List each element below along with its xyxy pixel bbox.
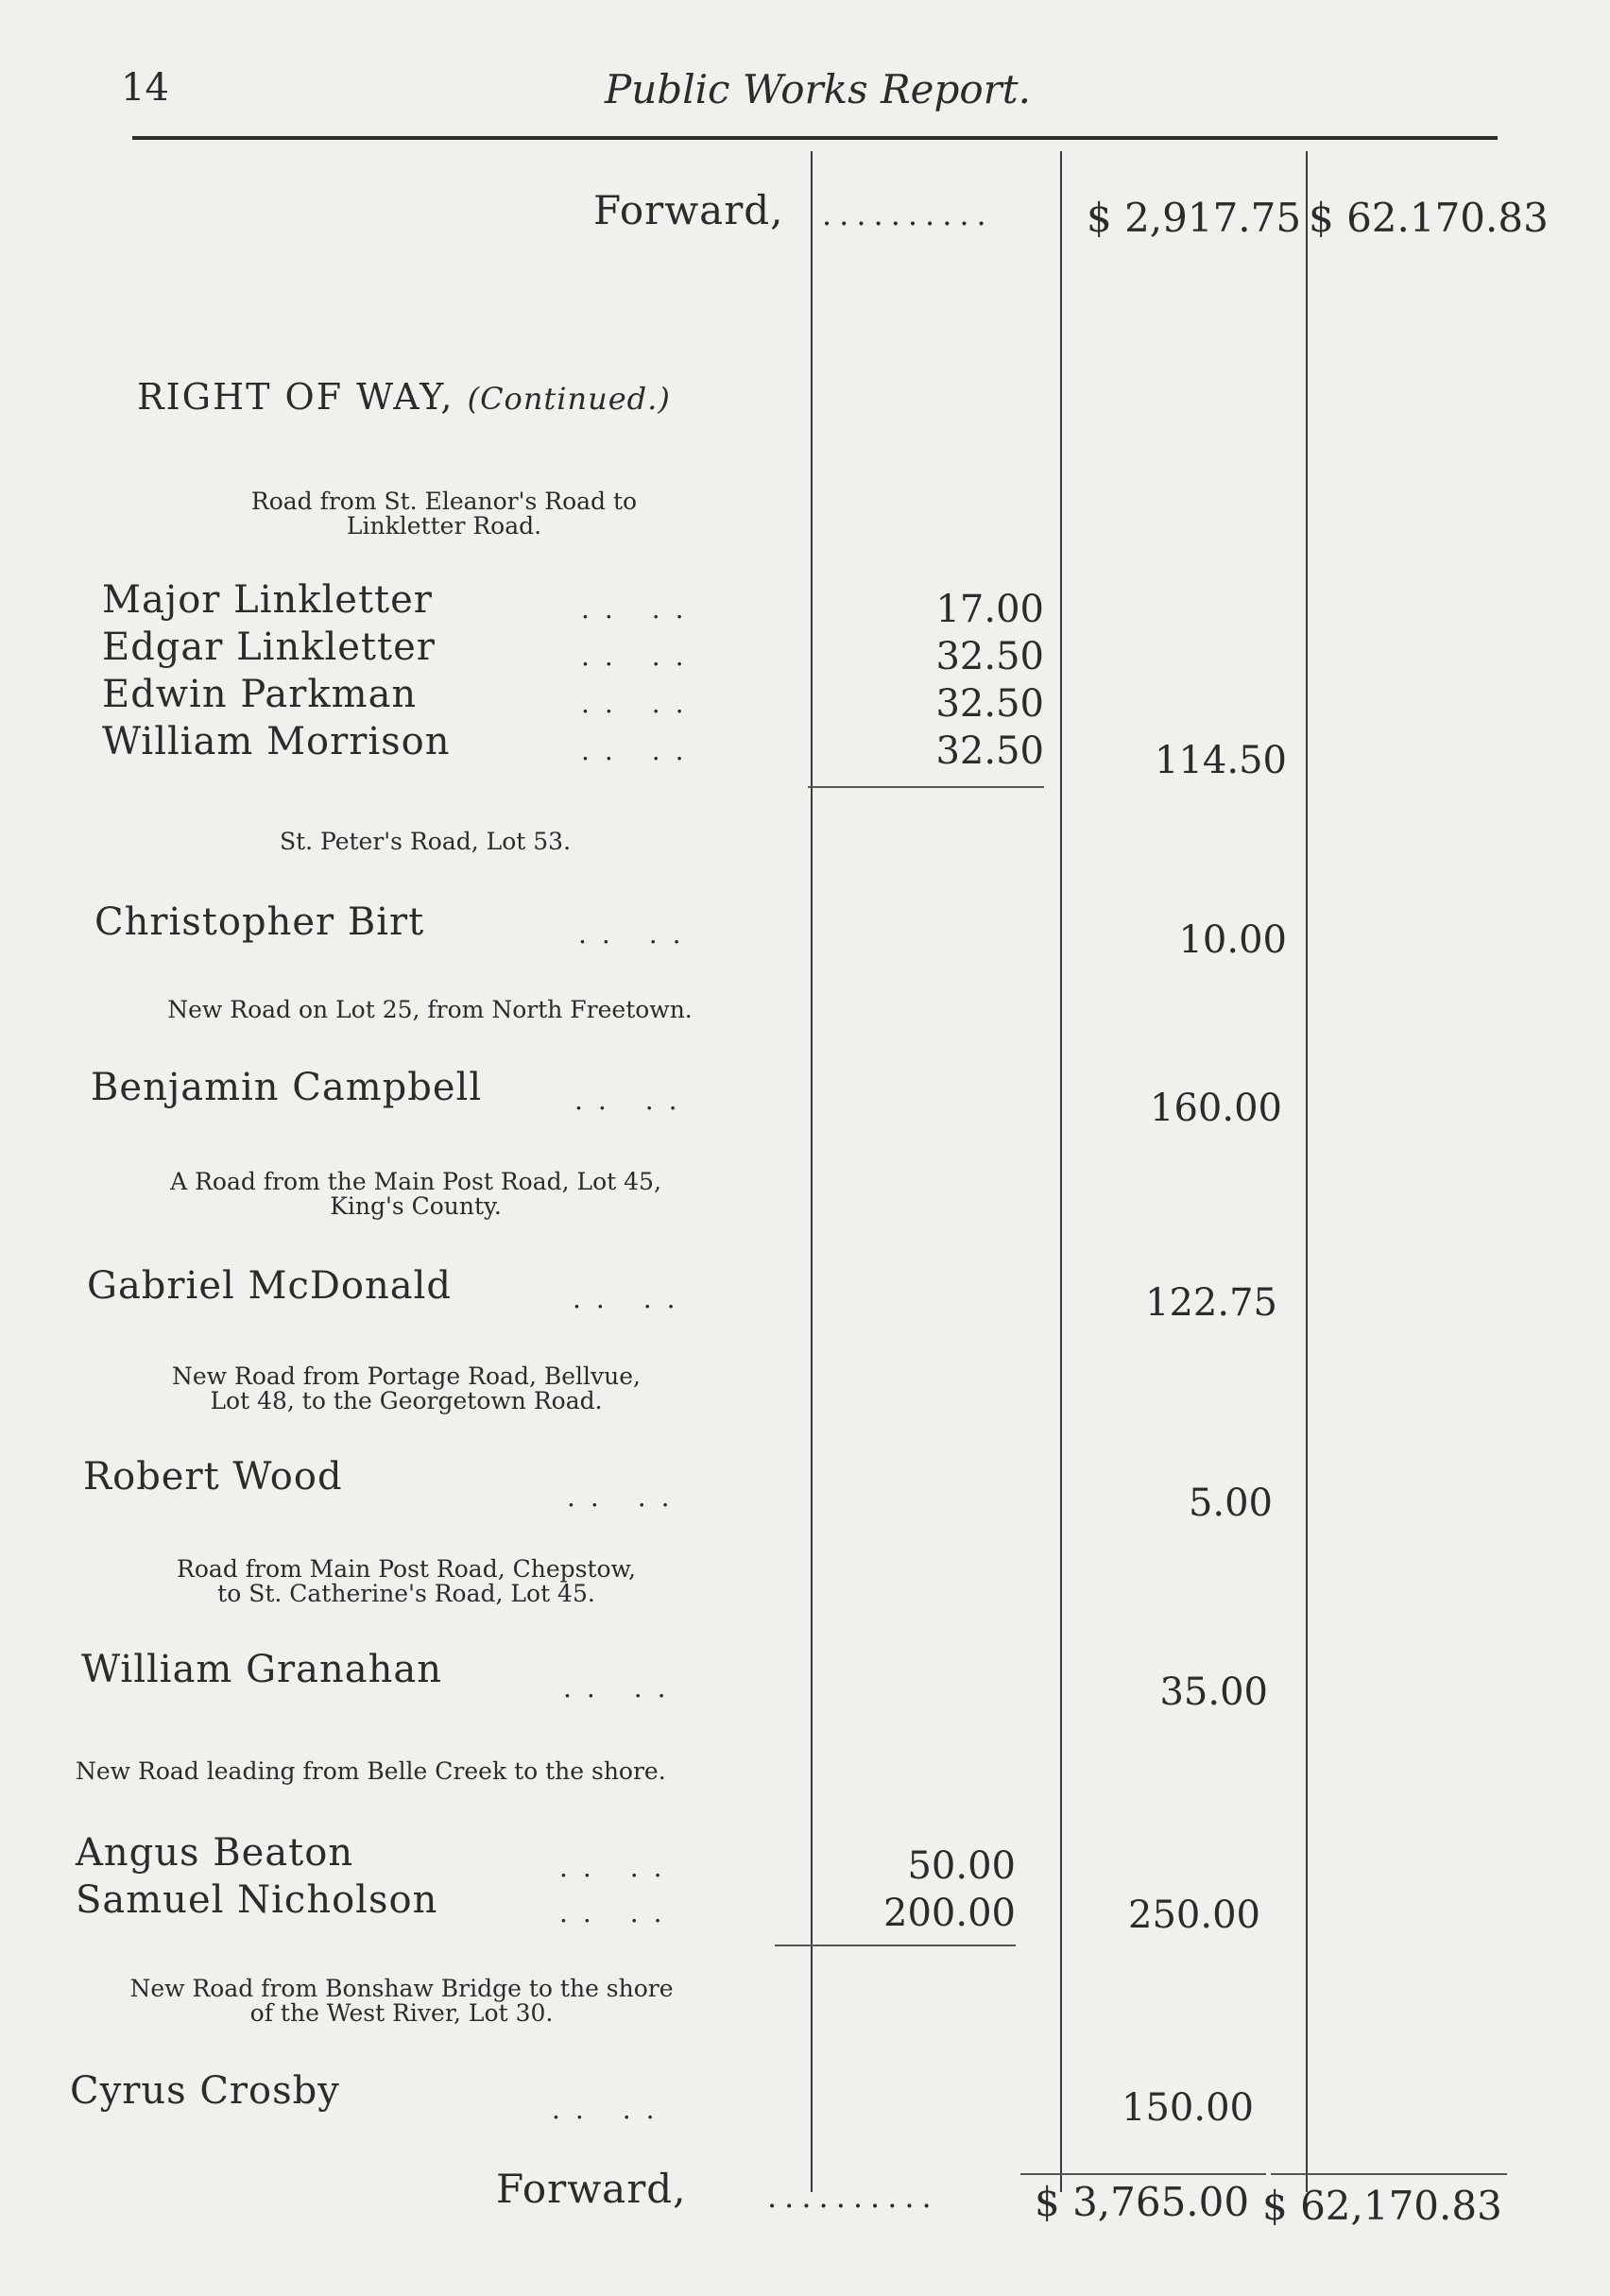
- entry-amount: 17.00: [935, 588, 1044, 631]
- forward-top-dots: ..........: [822, 197, 994, 232]
- road-description: New Road leading from Belle Creek to the shore.: [76, 1757, 666, 1785]
- entry-amount: 50.00: [907, 1844, 1016, 1888]
- group-total: 35.00: [1159, 1671, 1268, 1714]
- leader-dots: .. ..: [563, 1672, 681, 1704]
- road-description: Road from St. Eleanor's Road to Linkletter Road.: [250, 488, 638, 540]
- forward-top-label: Forward,: [593, 187, 784, 233]
- section-title: [137, 376, 671, 418]
- leader-dots: .. ..: [574, 1085, 693, 1116]
- leader-dots: .. ..: [581, 735, 699, 766]
- leader-dots: .. ..: [567, 1482, 685, 1513]
- road-description: A Road from the Main Post Road, Lot 45, King's County.: [170, 1168, 661, 1220]
- running-title: Public Works Report.: [605, 66, 1031, 112]
- group-total: 122.75: [1145, 1281, 1277, 1325]
- forward-bottom-label: Forward,: [496, 2166, 687, 2212]
- entry-name: William Granahan: [81, 1648, 442, 1691]
- group-total: 5.00: [1188, 1482, 1273, 1525]
- forward-top-column2: $ 2,917.75: [1087, 195, 1302, 241]
- leader-dots: .. ..: [559, 1897, 677, 1928]
- entry-name: Robert Wood: [83, 1455, 343, 1499]
- column-rule-3: [1306, 151, 1308, 2192]
- leader-dots: .. ..: [581, 688, 699, 719]
- leader-dots: .. ..: [552, 2094, 670, 2125]
- entry-name: Benjamin Campbell: [91, 1066, 483, 1109]
- section-title-text: RIGHT OF WAY,: [137, 376, 454, 418]
- road-description: St. Peter's Road, Lot 53.: [279, 828, 572, 855]
- road-description: New Road from Portage Road, Bellvue, Lot 48, to the Georgetown Road.: [172, 1362, 641, 1414]
- forward-bottom-column3: $ 62,170.83: [1262, 2183, 1502, 2229]
- entry-amount: 32.50: [935, 635, 1044, 678]
- subtotal-rule: [775, 1945, 1016, 1946]
- road-description: Road from Main Post Road, Chepstow, to St. Catherine's Road, Lot 45.: [177, 1555, 636, 1607]
- entry-name: Cyrus Crosby: [70, 2069, 340, 2113]
- forward-top-column3: $ 62.170.83: [1309, 195, 1549, 241]
- leader-dots: .. ..: [581, 593, 699, 625]
- group-total: 10.00: [1178, 918, 1287, 962]
- column-rule-1: [811, 151, 813, 2192]
- group-total: 160.00: [1150, 1087, 1282, 1130]
- group-total: 250.00: [1128, 1893, 1260, 1937]
- total-rule-col2: [1020, 2173, 1266, 2175]
- subtotal-rule: [808, 786, 1044, 788]
- entry-amount: 200.00: [883, 1892, 1016, 1935]
- page-number: 14: [121, 66, 169, 110]
- group-total: 150.00: [1122, 2086, 1254, 2130]
- column-rule-2: [1060, 151, 1062, 2192]
- entry-amount: 32.50: [935, 682, 1044, 726]
- entry-name: William Morrison: [102, 720, 451, 763]
- forward-bottom-column2: $ 3,765.00: [1035, 2179, 1250, 2225]
- header-rule: [132, 136, 1498, 140]
- leader-dots: .. ..: [559, 1852, 677, 1883]
- entry-name: Angus Beaton: [76, 1831, 354, 1875]
- entry-name: Samuel Nicholson: [76, 1878, 438, 1922]
- road-description: New Road on Lot 25, from North Freetown.: [167, 996, 693, 1023]
- section-continued: (Continued.): [467, 381, 671, 417]
- entry-name: Edwin Parkman: [102, 673, 418, 716]
- leader-dots: .. ..: [578, 918, 696, 950]
- forward-bottom-dots: ..........: [767, 2179, 939, 2215]
- leader-dots: .. ..: [581, 641, 699, 672]
- group-total: 114.50: [1155, 739, 1287, 782]
- entry-amount: 32.50: [935, 729, 1044, 773]
- leader-dots: .. ..: [573, 1283, 691, 1314]
- entry-name: Gabriel McDonald: [87, 1264, 453, 1308]
- road-description: New Road from Bonshaw Bridge to the shore of the West River, Lot 30.: [129, 1975, 674, 2027]
- entry-name: Major Linkletter: [102, 578, 433, 622]
- total-rule-col3: [1271, 2173, 1507, 2175]
- entry-name: Christopher Birt: [94, 900, 425, 944]
- entry-name: Edgar Linkletter: [102, 625, 436, 669]
